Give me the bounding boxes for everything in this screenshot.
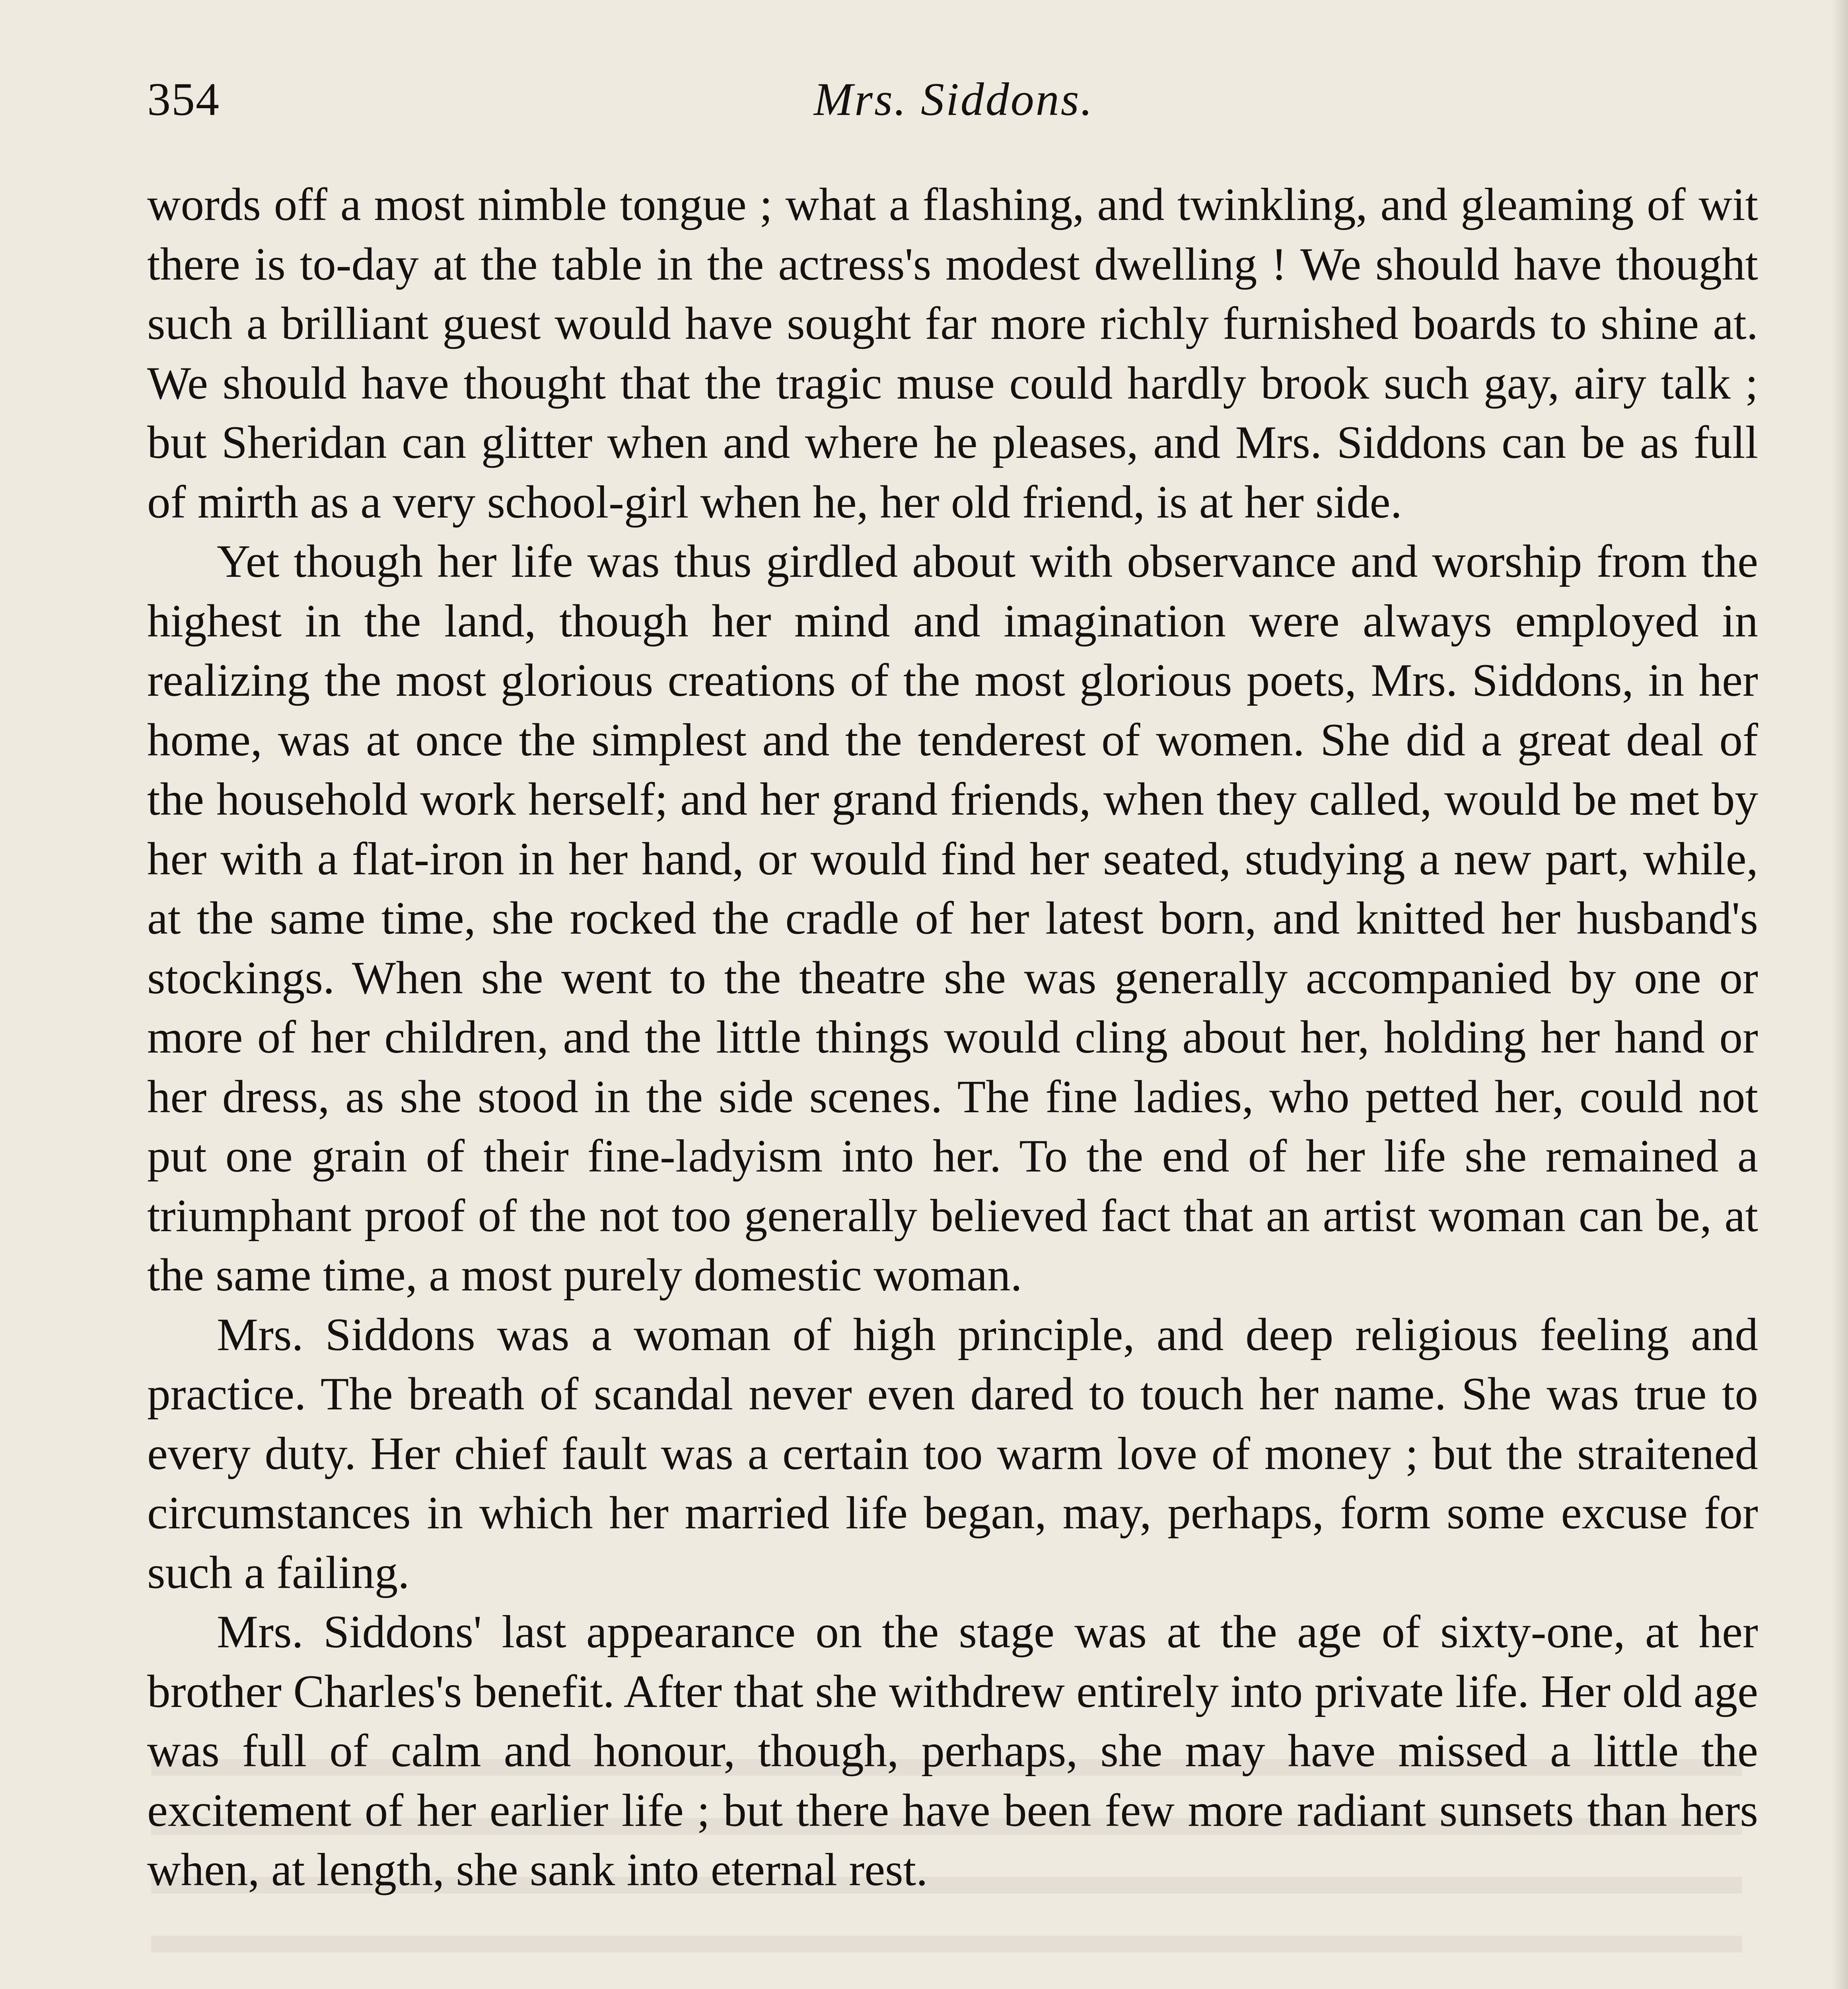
paragraph-continued: words off a most nimble tongue ; what a flashing, and twinkling, and gleaming of wit there is to-day at the table in the actress's modest dwelling ! We should have thought such a brilliant guest would have sought far more richly furnished boards to shine at. We should have thought that the tragic muse could hardly brook such gay, airy talk ; but Sheridan can glitter when and where he pleases, and Mrs. Siddons can be as full of mirth as a very school-girl when he, her old friend, is at her side.	[147, 179, 1758, 528]
paragraph: Mrs. Siddons' last appearance on the stage was at the age of sixty-one, at her brother Charles's benefit. After that she withdrew entirely into private life. Her old age was full of calm and honour, though, perhaps, she may have missed a little the excitement of her earlier life ; but there have been few more radiant sunsets than hers when, at length, she sank into eternal rest.	[147, 1606, 1758, 1896]
page-header	[147, 64, 1760, 135]
paragraph: Yet though her life was thus girdled about with observance and worship from the highest in the land, though her mind and imagination were always employed in realizing the most glorious creations of the most glorious poets, Mrs. Siddons, in her home, was at once the simplest and the tenderest of women. She did a great deal of the household work herself; and her grand friends, when they called, would be met by her with a flat-iron in her hand, or would find her seated, studying a new part, while, at the same time, she rocked the cradle of her latest born, and knitted her husband's stockings. When she went to the theatre she was generally accompanied by one or more of her children, and the little things would cling about her, holding her hand or her dress, as she stood in the side scenes. The fine ladies, who petted her, could not put one grain of their fine-ladyism into her. To the end of her life she remained a triumphant proof of the not too generally believed fact that an artist woman can be, at the same time, a most purely domestic woman.	[147, 536, 1758, 1301]
page-number: 354	[147, 73, 220, 125]
article-body	[147, 175, 1758, 1900]
page-edge-shadow	[1832, 0, 1848, 1989]
paragraph: Mrs. Siddons was a woman of high principle, and deep religious feeling and practice. The breath of scandal never even dared to touch her name. She was true to every duty. Her chief fault was a certain too warm love of money ; but the straitened circumstances in which her married life began, may, perhaps, form some excuse for such a failing.	[147, 1309, 1758, 1598]
running-title: Mrs. Siddons.	[813, 73, 1094, 125]
